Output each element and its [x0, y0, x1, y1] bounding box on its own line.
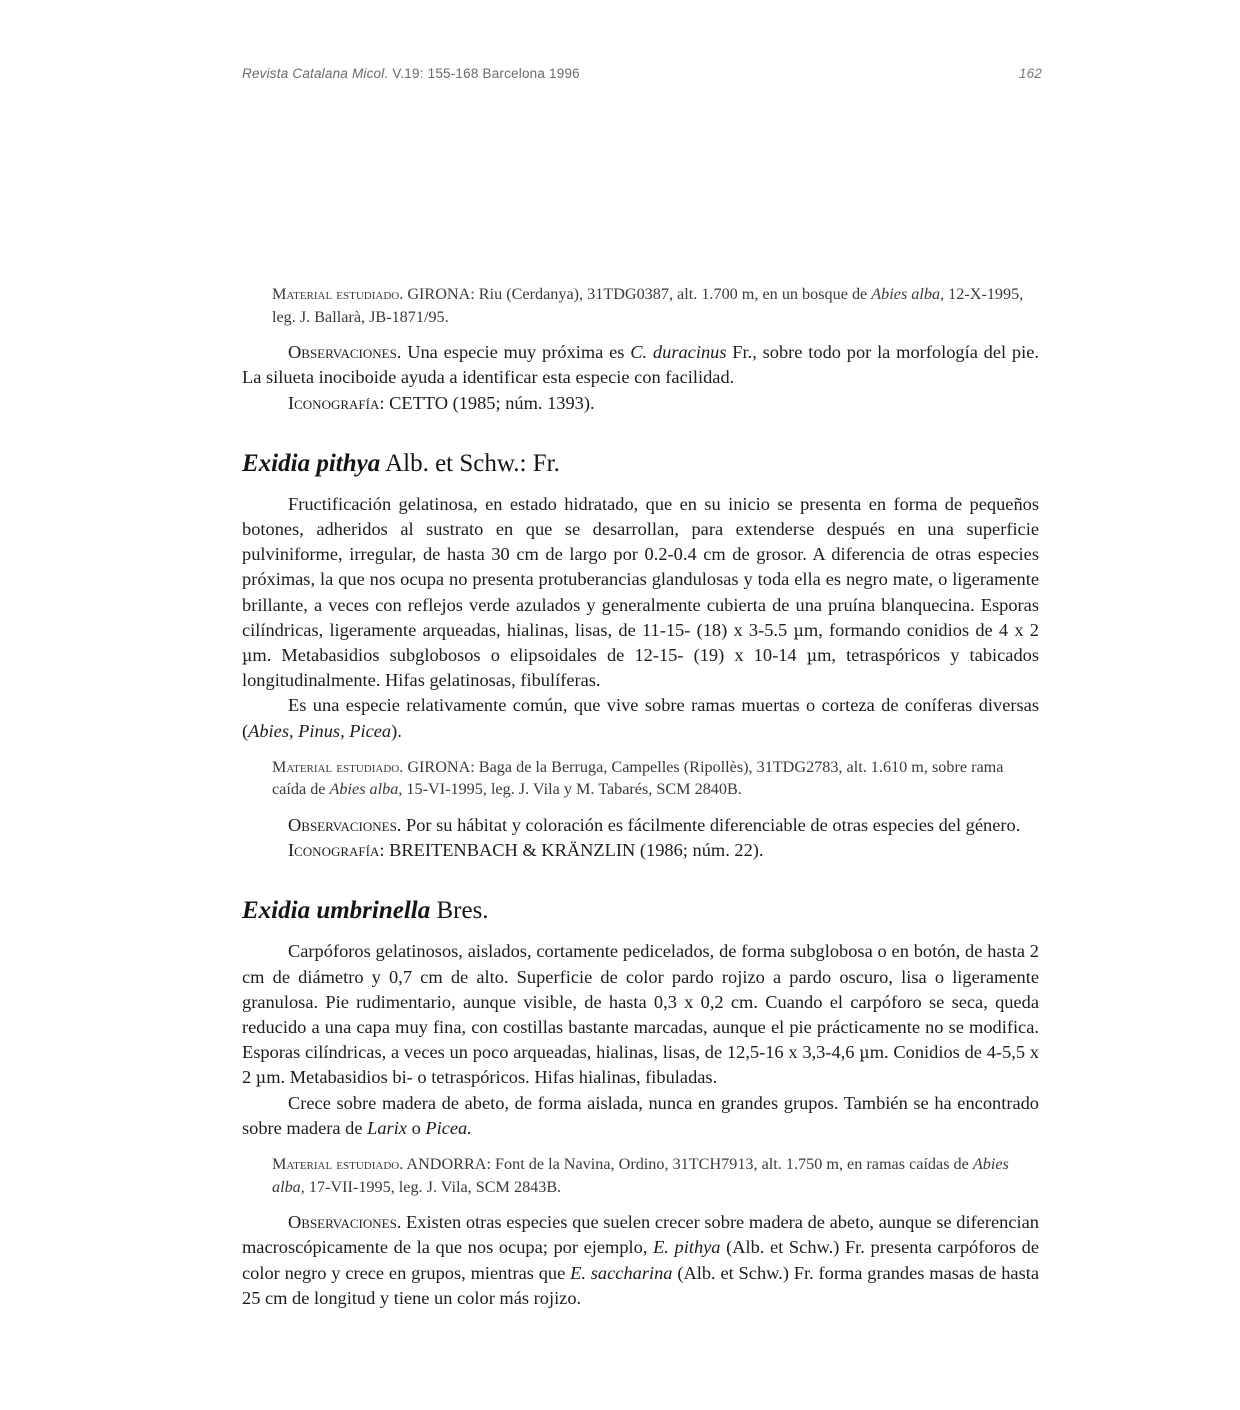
observations-exidia-umbrinella: Observaciones. Existen otras especies que suelen crecer sobre madera de abeto, aunque se diferencian macroscópicamente de la que nos ocupa; por ejemplo, E. pithya (Alb. et Schw.) Fr. presenta carpóforos de color negro y crece en grupos, mientras que E. saccharina (Alb. et Schw.) Fr. forma grandes masas de hasta 25 cm de longitud y tiene un color más rojizo.: [242, 1212, 1040, 1308]
material-studied-exidia-pithya: Material estudiado. GIRONA: Baga de la Berruga, Campelles (Ripollès), 31TDG2783, alt. 1.610 m, sobre rama caída de Abies alba, 15-VI-1995, leg. J. Vila y M. Tabarés, SCM 2840B.: [272, 757, 1004, 799]
observations-label: Observaciones.: [288, 342, 402, 363]
description-exidia-pithya: Fructificación gelatinosa, en estado hidratado, que en su inicio se presenta en forma de pequeños botones, adheridos al sustrato en que se desarrollan, para extenderse después en una superficie pulviniforme, irregular, de hasta 30 cm de largo por 0.2-0.4 cm de grosor. A diferencia de otras especies próximas, la que nos ocupa no presenta protuberancias glandulosas y toda ella es negro mate, o ligeramente brillante, a veces con reflejos verde azulados y generalmente cubierta de una pruína blanquecina. Esporas cilíndricas, ligeramente arqueadas, hialinas, lisas, de 11-15- (18) x 3-5.5 µm, formando conidios de 4 x 2 µm. Metabasidios subglobosos o elipsoidales de 12-15- (19) x 10-14 µm, tetraspóricos y tabicados longitudinalmente. Hifas gelatinosas, fibulíferas.: [242, 493, 1040, 691]
observations-exidia-pithya: Observaciones. Por su hábitat y coloración es fácilmente diferenciable de otras especies del género.: [288, 815, 1021, 836]
habitat-exidia-pithya: Es una especie relativamente común, que vive sobre ramas muertas o corteza de coníferas diversas (Abies, Pinus, Picea).: [242, 695, 1039, 741]
species-heading-exidia-pithya: Exidia pithya Alb. et Schw.: Fr.: [242, 449, 560, 477]
description-exidia-umbrinella: Carpóforos gelatinosos, aislados, cortamente pedicelados, de forma subglobosa o en botón, de hasta 2 cm de diámetro y 0,7 cm de alto. Superficie de color pardo rojizo a pardo oscuro, lisa o ligeramente granulosa. Pie rudimentario, aunque visible, de hasta 0,3 x 0,2 cm. Cuando el carpóforo se seca, queda reducido a una capa muy fina, con costillas bastante marcadas, aunque el pie prácticamente no se modifica. Esporas cilíndricas, a veces un poco arqueadas, hialinas, lisas, de 12,5-16 x 3,3-4,6 µm. Conidios de 4-5,5 x 2 µm. Metabasidios bi- o tetraspóricos. Hifas hialinas, fibuladas.: [242, 941, 1039, 1088]
journal-name: Revista Catalana Micol.: [242, 66, 389, 81]
habitat-exidia-umbrinella: Crece sobre madera de abeto, de forma aislada, nunca en grandes grupos. También se ha encontrado sobre madera de Larix o Picea.: [242, 1092, 1039, 1138]
observations-prev: Observaciones. Una especie muy próxima es C. duracinus Fr., sobre todo por la morfología del pie. La silueta inociboide ayuda a identificar esta especie con facilidad.: [242, 342, 1039, 388]
iconography-label: Iconografía:: [288, 392, 385, 413]
page-body: [242, 283, 1039, 1311]
species-heading-exidia-umbrinella: Exidia umbrinella Bres.: [242, 897, 489, 925]
iconography-prev: Iconografía: CETTO (1985; núm. 1393).: [288, 392, 595, 413]
iconography-exidia-pithya: Iconografía: BREITENBACH & KRÄNZLIN (1986; núm. 22).: [288, 840, 764, 861]
running-header: [242, 66, 1042, 88]
material-label: Material estudiado.: [272, 285, 404, 303]
journal-citation: [242, 66, 580, 81]
material-studied-exidia-umbrinella: Material estudiado. ANDORRA: Font de la Navina, Ordino, 31TCH7913, alt. 1.750 m, en ramas caídas de Abies alba, 17-VII-1995, leg. J. Vila, SCM 2843B.: [272, 1155, 1009, 1196]
page-number: 162: [1018, 66, 1042, 81]
material-studied-prev: Material estudiado. GIRONA: Riu (Cerdanya), 31TDG0387, alt. 1.700 m, en un bosque de Abies alba, 12-X-1995, leg. J. Ballarà, JB-1871/95.: [272, 285, 1024, 326]
journal-volume: V.19: 155-168 Barcelona 1996: [392, 66, 580, 81]
